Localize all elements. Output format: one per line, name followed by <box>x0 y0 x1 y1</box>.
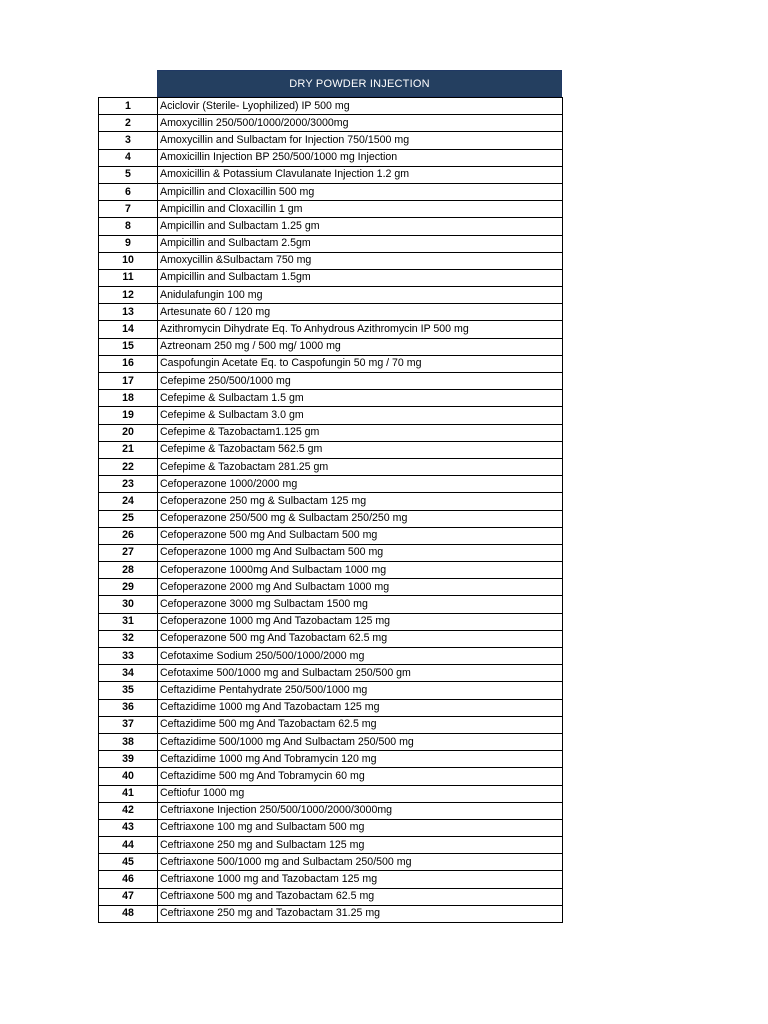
table-row <box>99 373 563 390</box>
row-number: 16 <box>99 355 158 372</box>
header-row <box>98 70 563 97</box>
table-row <box>99 596 563 613</box>
product-name: Ampicillin and Sulbactam 1.25 gm <box>158 218 563 235</box>
row-number: 12 <box>99 287 158 304</box>
table-row <box>99 166 563 183</box>
product-name: Anidulafungin 100 mg <box>158 287 563 304</box>
product-name: Ceftazidime 500 mg And Tobramycin 60 mg <box>158 768 563 785</box>
row-number: 15 <box>99 338 158 355</box>
product-name: Artesunate 60 / 120 mg <box>158 304 563 321</box>
table-row <box>99 458 563 475</box>
product-name: Amoxicillin Injection BP 250/500/1000 mg Injection <box>158 149 563 166</box>
table-row <box>99 648 563 665</box>
row-number: 44 <box>99 837 158 854</box>
row-number: 9 <box>99 235 158 252</box>
row-number: 37 <box>99 716 158 733</box>
table-row <box>99 871 563 888</box>
product-name: Cefoperazone 1000 mg And Tazobactam 125 mg <box>158 613 563 630</box>
table-row <box>99 390 563 407</box>
header-blank-cell <box>98 70 157 97</box>
table-row <box>99 682 563 699</box>
product-name: Ceftazidime 1000 mg And Tobramycin 120 mg <box>158 751 563 768</box>
row-number: 40 <box>99 768 158 785</box>
row-number: 25 <box>99 510 158 527</box>
table-row <box>99 441 563 458</box>
product-name: Aciclovir (Sterile- Lyophilized) IP 500 mg <box>158 98 563 115</box>
row-number: 19 <box>99 407 158 424</box>
product-name: Cefepime 250/500/1000 mg <box>158 373 563 390</box>
table-row <box>99 544 563 561</box>
product-name: Cefepime & Tazobactam 281.25 gm <box>158 458 563 475</box>
row-number: 1 <box>99 98 158 115</box>
row-number: 27 <box>99 544 158 561</box>
product-name: Ceftriaxone Injection 250/500/1000/2000/3000mg <box>158 802 563 819</box>
product-name: Ceftazidime Pentahydrate 250/500/1000 mg <box>158 682 563 699</box>
product-name: Cefoperazone 1000mg And Sulbactam 1000 mg <box>158 562 563 579</box>
row-number: 41 <box>99 785 158 802</box>
row-number: 42 <box>99 802 158 819</box>
table-row <box>99 235 563 252</box>
product-name: Azithromycin Dihydrate Eq. To Anhydrous Azithromycin IP 500 mg <box>158 321 563 338</box>
table-row <box>99 98 563 115</box>
table-row <box>99 407 563 424</box>
product-name: Amoxycillin 250/500/1000/2000/3000mg <box>158 115 563 132</box>
table-row <box>99 252 563 269</box>
product-name: Ceftriaxone 250 mg and Sulbactam 125 mg <box>158 837 563 854</box>
table-row <box>99 183 563 200</box>
table-row <box>99 424 563 441</box>
row-number: 7 <box>99 201 158 218</box>
table-row <box>99 751 563 768</box>
table-row <box>99 699 563 716</box>
row-number: 14 <box>99 321 158 338</box>
table-row <box>99 201 563 218</box>
table-row <box>99 837 563 854</box>
table-row <box>99 338 563 355</box>
table-row <box>99 716 563 733</box>
product-name: Cefepime & Sulbactam 3.0 gm <box>158 407 563 424</box>
table-row <box>99 218 563 235</box>
product-name: Ceftiofur 1000 mg <box>158 785 563 802</box>
row-number: 47 <box>99 888 158 905</box>
product-name: Cefoperazone 1000 mg And Sulbactam 500 mg <box>158 544 563 561</box>
product-name: Amoxicillin & Potassium Clavulanate Injection 1.2 gm <box>158 166 563 183</box>
product-table <box>98 97 563 923</box>
product-name: Cefepime & Sulbactam 1.5 gm <box>158 390 563 407</box>
product-name: Cefoperazone 250 mg & Sulbactam 125 mg <box>158 493 563 510</box>
product-name: Caspofungin Acetate Eq. to Caspofungin 50 mg / 70 mg <box>158 355 563 372</box>
table-row <box>99 355 563 372</box>
table-row <box>99 493 563 510</box>
row-number: 30 <box>99 596 158 613</box>
product-sheet <box>98 70 563 923</box>
table-row <box>99 733 563 750</box>
table-row <box>99 304 563 321</box>
table-row <box>99 132 563 149</box>
product-name: Cefoperazone 500 mg And Sulbactam 500 mg <box>158 527 563 544</box>
product-name: Ceftriaxone 1000 mg and Tazobactam 125 mg <box>158 871 563 888</box>
row-number: 24 <box>99 493 158 510</box>
table-row <box>99 665 563 682</box>
row-number: 21 <box>99 441 158 458</box>
product-name: Ceftriaxone 500/1000 mg and Sulbactam 250/500 mg <box>158 854 563 871</box>
product-name: Ceftriaxone 250 mg and Tazobactam 31.25 mg <box>158 905 563 922</box>
row-number: 17 <box>99 373 158 390</box>
row-number: 43 <box>99 819 158 836</box>
table-row <box>99 819 563 836</box>
table-title: DRY POWDER INJECTION <box>157 70 562 97</box>
table-row <box>99 527 563 544</box>
product-table-body <box>99 98 563 923</box>
row-number: 31 <box>99 613 158 630</box>
product-name: Aztreonam 250 mg / 500 mg/ 1000 mg <box>158 338 563 355</box>
table-row <box>99 613 563 630</box>
product-name: Cefoperazone 1000/2000 mg <box>158 476 563 493</box>
row-number: 34 <box>99 665 158 682</box>
product-name: Ampicillin and Cloxacillin 1 gm <box>158 201 563 218</box>
product-name: Ceftazidime 1000 mg And Tazobactam 125 mg <box>158 699 563 716</box>
row-number: 23 <box>99 476 158 493</box>
product-name: Amoxycillin and Sulbactam for Injection 750/1500 mg <box>158 132 563 149</box>
table-row <box>99 269 563 286</box>
table-row <box>99 888 563 905</box>
product-name: Cefoperazone 250/500 mg & Sulbactam 250/250 mg <box>158 510 563 527</box>
table-row <box>99 579 563 596</box>
product-name: Cefoperazone 2000 mg And Sulbactam 1000 mg <box>158 579 563 596</box>
product-name: Cefotaxime 500/1000 mg and Sulbactam 250/500 gm <box>158 665 563 682</box>
product-name: Ceftriaxone 100 mg and Sulbactam 500 mg <box>158 819 563 836</box>
table-row <box>99 768 563 785</box>
table-row <box>99 630 563 647</box>
row-number: 46 <box>99 871 158 888</box>
product-name: Cefepime & Tazobactam 562.5 gm <box>158 441 563 458</box>
row-number: 3 <box>99 132 158 149</box>
table-row <box>99 287 563 304</box>
product-name: Amoxycillin &Sulbactam 750 mg <box>158 252 563 269</box>
row-number: 26 <box>99 527 158 544</box>
product-name: Cefoperazone 500 mg And Tazobactam 62.5 mg <box>158 630 563 647</box>
row-number: 20 <box>99 424 158 441</box>
product-name: Ampicillin and Cloxacillin 500 mg <box>158 183 563 200</box>
row-number: 39 <box>99 751 158 768</box>
row-number: 29 <box>99 579 158 596</box>
table-row <box>99 476 563 493</box>
row-number: 8 <box>99 218 158 235</box>
row-number: 13 <box>99 304 158 321</box>
table-row <box>99 785 563 802</box>
table-row <box>99 854 563 871</box>
table-row <box>99 321 563 338</box>
table-row <box>99 149 563 166</box>
product-name: Ampicillin and Sulbactam 1.5gm <box>158 269 563 286</box>
table-row <box>99 510 563 527</box>
row-number: 28 <box>99 562 158 579</box>
row-number: 33 <box>99 648 158 665</box>
row-number: 48 <box>99 905 158 922</box>
row-number: 6 <box>99 183 158 200</box>
row-number: 32 <box>99 630 158 647</box>
row-number: 35 <box>99 682 158 699</box>
product-name: Cefepime & Tazobactam1.125 gm <box>158 424 563 441</box>
row-number: 11 <box>99 269 158 286</box>
row-number: 5 <box>99 166 158 183</box>
row-number: 45 <box>99 854 158 871</box>
product-name: Cefotaxime Sodium 250/500/1000/2000 mg <box>158 648 563 665</box>
product-name: Ceftazidime 500 mg And Tazobactam 62.5 mg <box>158 716 563 733</box>
table-row <box>99 905 563 922</box>
table-row <box>99 562 563 579</box>
product-name: Ceftazidime 500/1000 mg And Sulbactam 250/500 mg <box>158 733 563 750</box>
row-number: 10 <box>99 252 158 269</box>
product-name: Ampicillin and Sulbactam 2.5gm <box>158 235 563 252</box>
row-number: 38 <box>99 733 158 750</box>
row-number: 4 <box>99 149 158 166</box>
table-row <box>99 115 563 132</box>
row-number: 18 <box>99 390 158 407</box>
product-name: Ceftriaxone 500 mg and Tazobactam 62.5 mg <box>158 888 563 905</box>
product-name: Cefoperazone 3000 mg Sulbactam 1500 mg <box>158 596 563 613</box>
row-number: 36 <box>99 699 158 716</box>
table-row <box>99 802 563 819</box>
row-number: 22 <box>99 458 158 475</box>
row-number: 2 <box>99 115 158 132</box>
